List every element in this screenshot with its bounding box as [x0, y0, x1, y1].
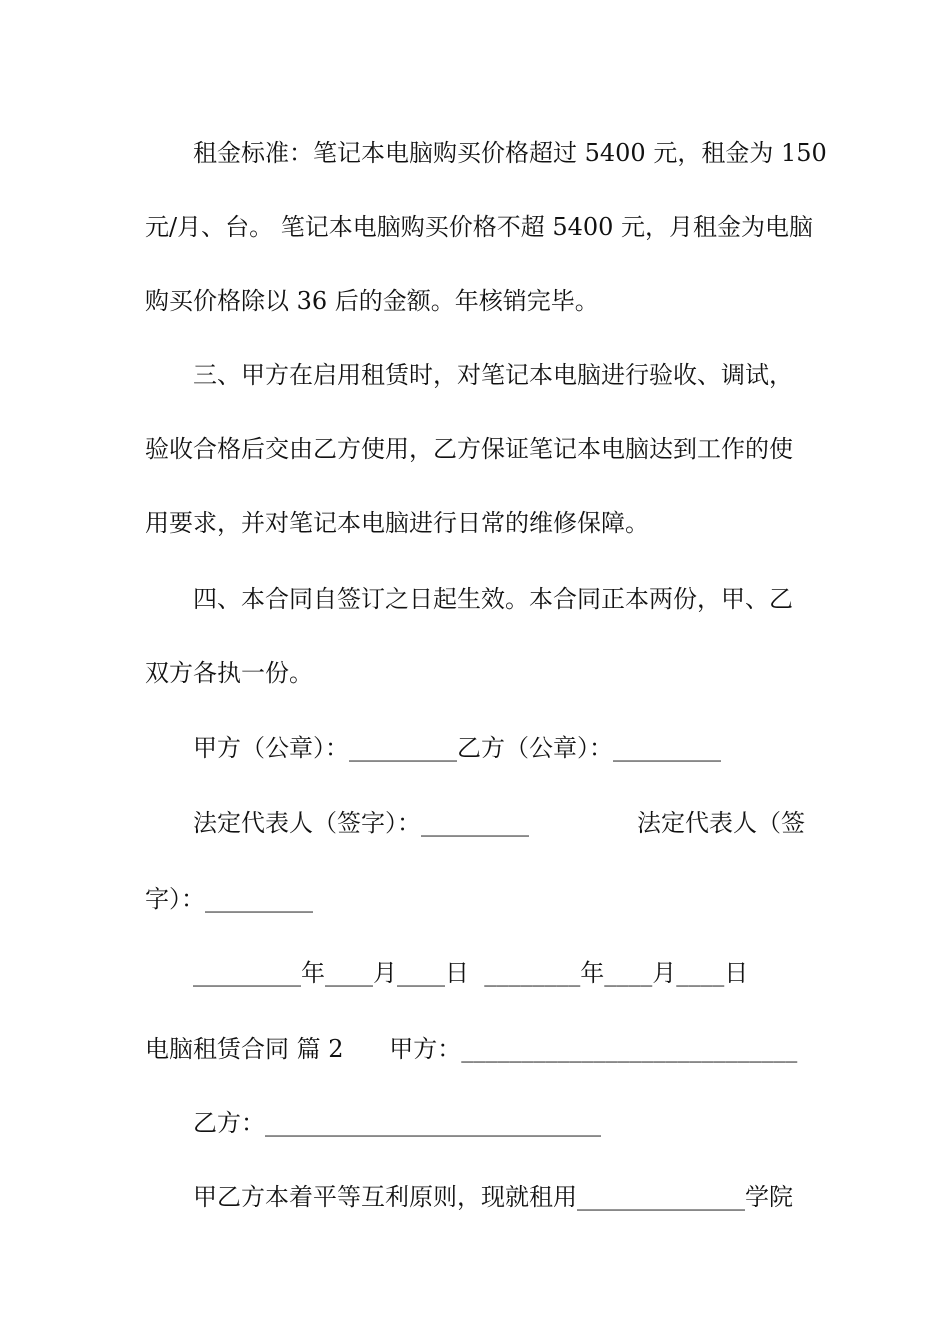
paragraph-line: 四、本合同自签订之日起生效。本合同正本两份，甲、乙 — [193, 585, 793, 613]
representative-signature-line: 字）：_________ — [145, 885, 313, 913]
date-line: _________年____月____日 ________年____月____日 — [193, 959, 749, 987]
paragraph-line: 双方各执一份。 — [145, 659, 313, 687]
paragraph-line: 元/月、台。 笔记本电脑购买价格不超 5400 元，月租金为电脑 — [145, 213, 814, 241]
paragraph-line: 租金标准：笔记本电脑购买价格超过 5400 元，租金为 150 — [193, 139, 827, 167]
paragraph-line: 购买价格除以 36 后的金额。年核销完毕。 — [145, 287, 599, 315]
party-b-line: 乙方：____________________________ — [193, 1109, 601, 1137]
representative-signature-line: 法定代表人（签字）：_________ — [193, 809, 529, 837]
paragraph-line: 三、甲方在启用租赁时，对笔记本电脑进行验收、调试， — [193, 361, 793, 389]
party-seal-line: 甲方（公章）：_________乙方（公章）：_________ — [193, 734, 721, 762]
contract-heading-line: 电脑租赁合同 篇 2 甲方：____________________________ — [145, 1035, 798, 1063]
paragraph-line: 用要求，并对笔记本电脑进行日常的维修保障。 — [145, 509, 649, 537]
paragraph-line: 验收合格后交由乙方使用，乙方保证笔记本电脑达到工作的使 — [145, 435, 793, 463]
representative-signature-line: 法定代表人（签 — [637, 809, 805, 837]
paragraph-line: 甲乙方本着平等互利原则，现就租用______________学院 — [193, 1183, 793, 1211]
